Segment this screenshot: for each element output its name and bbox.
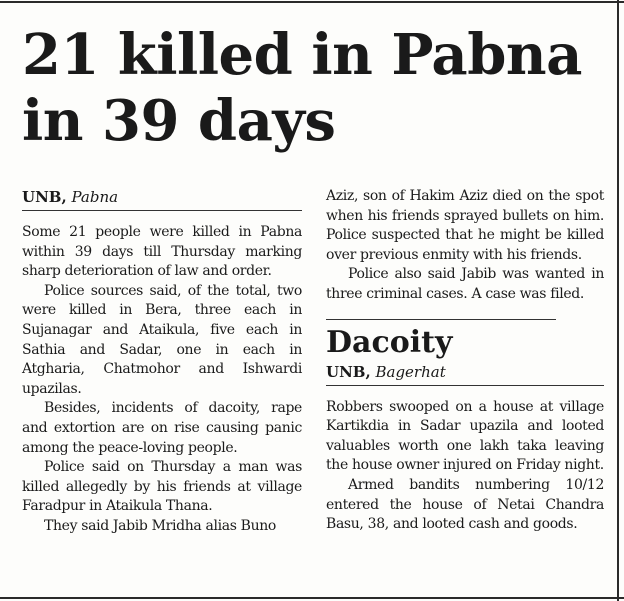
byline-place: Pabna [71, 188, 119, 206]
top-border-rule [0, 1, 624, 3]
bottom-border-rule [0, 597, 624, 599]
left-column [22, 187, 302, 537]
headline-line-1: 21 killed in Pabna [22, 22, 582, 88]
byline-rule [326, 385, 604, 386]
paragraph: Police sources said, of the total, two were killed in Bera, three each in Sujanagar and Ataikula, five each in Sathia and Sadar, one in each in Atgharia, Chatmohor and Ishwardi upazilas. [22, 282, 302, 397]
byline-rule [22, 210, 302, 211]
paragraph: Robbers swooped on a house at village Kartikdia in Sadar upazila and looted valuables worth one lakh taka leaving the house owner injured on Friday night. [326, 398, 604, 474]
section-divider [326, 319, 556, 320]
byline [22, 187, 302, 207]
byline-place: Bagerhat [375, 362, 446, 381]
paragraph-continued: Aziz, son of Hakim Aziz died on the spot when his friends sprayed bullets on him. Police suspected that he might be killed over previous enmity with his friends. [326, 188, 604, 263]
right-border-rule [617, 0, 619, 601]
paragraph: They said Jabib Mridha alias Buno [44, 517, 276, 534]
byline [326, 362, 604, 382]
headline-line-2: in 39 days [22, 88, 336, 154]
right-column [326, 187, 604, 535]
paragraph-continued: Police also said Jabib was wanted in three criminal cases. A case was filed. [326, 266, 604, 302]
paragraph: Armed bandits numbering 10/12 entered the house of Netai Chandra Basu, 38, and looted cash and goods. [326, 476, 604, 533]
paragraph: Some 21 people were killed in Pabna within 39 days till Thursday marking sharp deterioration of law and order. [22, 224, 302, 280]
paragraph: Police said on Thursday a man was killed allegedly by his friends at village Faradpur in Ataikula Thana. [22, 459, 302, 515]
byline-agency: UNB, [22, 188, 67, 206]
byline-agency: UNB, [326, 362, 371, 381]
headline [22, 22, 612, 154]
dacoity-title: Dacoity [326, 324, 453, 360]
paragraph: Besides, incidents of dacoity, rape and extortion are on rise causing panic among the peace-loving people. [22, 400, 302, 456]
